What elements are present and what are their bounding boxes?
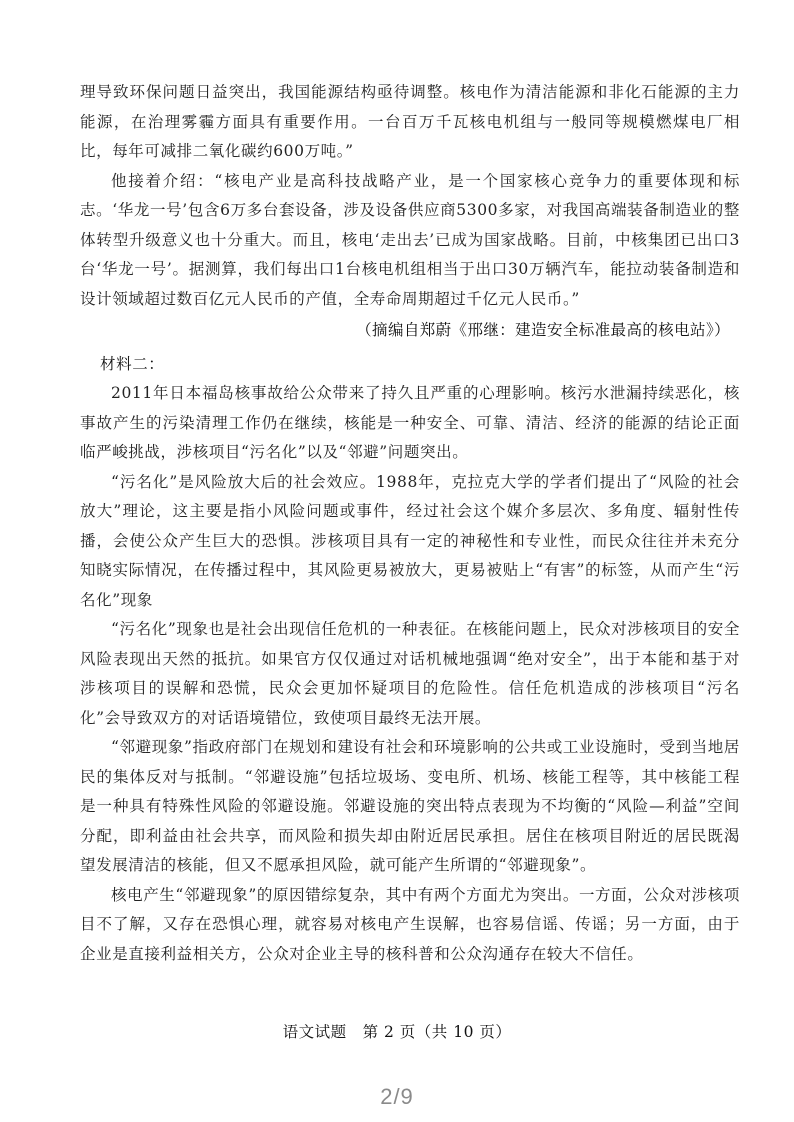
document-body <box>80 78 740 969</box>
page-footer: 语文试题 第 2 页（共 10 页） <box>282 1023 512 1041</box>
paragraph-stigmatization: “污名化”是风险放大后的社会效应。1988年，克拉克大学的学者们提出了“风险的社会放大”理论，这主要是指小风险问题或事件，经过社会这个媒介多层次、多角度、辐射性传播，会使公众产生巨大的恐惧。涉核项目具有一定的神秘性和专业性，而民众往往并未充分知晓实际情况，在传播过程中，其风险更易被放大，更易被贴上“有害”的标签，从而产生“污名化”现象 <box>80 472 740 609</box>
paragraph-fukushima: 2011年日本福岛核事故给公众带来了持久且严重的心理影响。核污水泄漏持续恶化，核事故产生的污染清理工作仍在继续，核能是一种安全、可靠、清洁、经济的能源的结论正面临严峻挑战，涉核项目“污名化”以及“邻避”问题突出。 <box>80 384 740 461</box>
page-indicator: 2/9 <box>380 1084 414 1109</box>
paragraph-continuation: 理导致环保问题日益突出，我国能源结构亟待调整。核电作为清洁能源和非化石能源的主力能源，在治理雾霾方面具有重要作用。一台百万千瓦核电机组与一般同等规模燃煤电厂相比，每年可减排二氧化碳约600万吨。” <box>80 83 740 160</box>
paragraph-quote-intro: 他接着介绍：“核电产业是高科技战略产业，是一个国家核心竞争力的重要体现和标志。‘华龙一号’包含6万多台套设备，涉及设备供应商5300多家，对我国高端装备制造业的整体转型升级意义也十分重大。而且，核电‘走出去’已成为国家战略。目前，中核集团已出口3台‘华龙一号’。据测算，我们每出口1台核电机组相当于出口30万辆汽车，能拉动装备制造和设计领域超过数百亿元人民币的产值，全寿命周期超过千亿元人民币。” <box>80 171 740 308</box>
paragraph-trust-crisis: “污名化”现象也是社会出现信任危机的一种表征。在核能问题上，民众对涉核项目的安全风险表现出天然的抵抗。如果官方仅仅通过对话机械地强调“绝对安全”，出于本能和基于对涉核项目的误解和恐慌，民众会更加怀疑项目的危险性。信任危机造成的涉核项目“污名化”会导致双方的对话语境错位，致使项目最终无法开展。 <box>80 620 740 727</box>
source-citation: （摘编自郑蔚《邢继：建造安全标准最高的核电站》） <box>356 321 730 339</box>
paragraph-nimby-causes: 核电产生“邻避现象”的原因错综复杂，其中有两个方面尤为突出。一方面，公众对涉核项目不了解，又存在恐惧心理，就容易对核电产生误解，也容易信谣、传谣；另一方面，由于企业是直接利益相关方，公众对企业主导的核科普和公众沟通存在较大不信任。 <box>80 885 740 963</box>
paragraph-nimby-definition: “邻避现象”指政府部门在规划和建设有社会和环境影响的公共或工业设施时，受到当地居民的集体反对与抵制。“邻避设施”包括垃圾场、变电所、机场、核能工程等，其中核能工程是一种具有特殊性风险的邻避设施。邻避设施的突出特点表现为不均衡的“风险—利益”空间分配，即利益由社会共享，而风险和损失却由附近居民承担。居住在核项目附近的居民既渴望发展清洁的核能，但又不愿承担风险，就可能产生所谓的“邻避现象”。 <box>80 738 740 874</box>
section-heading-material-two: 材料二： <box>100 354 165 373</box>
